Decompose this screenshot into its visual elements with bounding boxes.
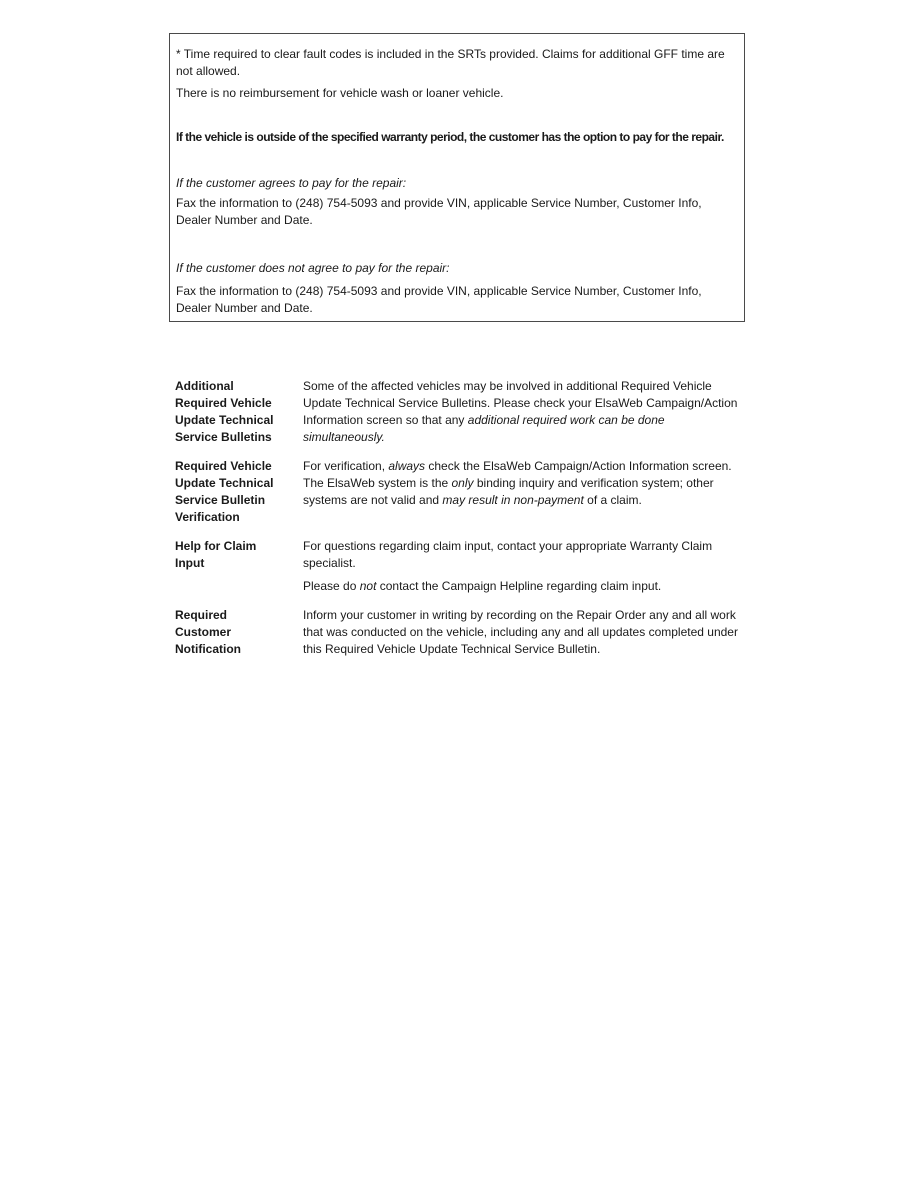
info-table xyxy=(175,378,741,670)
notice-paragraph-reimbursement: There is no reimbursement for vehicle wash or loaner vehicle. xyxy=(176,86,504,100)
body-paragraph: Some of the affected vehicles may be involved in additional Required Vehicle Update Technical Service Bulletins. Please check your ElsaWeb Campaign/Action Information screen so that any additional required work can be done simultaneously. xyxy=(303,379,738,444)
body-paragraph: Inform your customer in writing by recording on the Repair Order any and all work that was conducted on the vehicle, including any and all updates completed under this Required Vehicle Update Technical Service Bulletin. xyxy=(303,608,738,656)
row-label-customer-notification: Required Customer Notification xyxy=(175,608,241,656)
warranty-notice-box xyxy=(169,33,745,322)
notice-paragraph-fax-not-agree: Fax the information to (248) 754-5093 and provide VIN, applicable Service Number, Customer Info, Dealer Number and Date. xyxy=(176,284,702,315)
notice-paragraph-fax-agrees: Fax the information to (248) 754-5093 and provide VIN, applicable Service Number, Customer Info, Dealer Number and Date. xyxy=(176,196,702,227)
row-body-bulletin-verification xyxy=(303,458,741,526)
notice-paragraph-srt: * Time required to clear fault codes is included in the SRTs provided. Claims for additional GFF time are not allowed. xyxy=(176,47,725,78)
info-row-additional-bulletins xyxy=(175,378,741,446)
row-body-customer-notification xyxy=(303,607,741,658)
body-paragraph: Please do not contact the Campaign Helpline regarding claim input. xyxy=(303,579,662,593)
row-label-additional-bulletins: Additional Required Vehicle Update Technical Service Bulletins xyxy=(175,379,274,444)
info-row-help-claim-input xyxy=(175,538,741,595)
row-label-bulletin-verification: Required Vehicle Update Technical Service Bulletin Verification xyxy=(175,459,274,524)
body-paragraph: For questions regarding claim input, contact your appropriate Warranty Claim specialist. xyxy=(303,539,713,570)
row-body-additional-bulletins xyxy=(303,378,741,446)
notice-paragraph-customer-not-agree: If the customer does not agree to pay for the repair: xyxy=(176,261,450,275)
info-row-bulletin-verification xyxy=(175,458,741,526)
row-label-help-claim-input: Help for Claim Input xyxy=(175,539,257,570)
body-paragraph: For verification, always check the ElsaWeb Campaign/Action Information screen. The ElsaWeb system is the only binding inquiry and verification system; other systems are not valid and may result in non-payment of a claim. xyxy=(303,459,732,507)
info-row-customer-notification xyxy=(175,607,741,658)
notice-paragraph-warranty-option: If the vehicle is outside of the specified warranty period, the customer has the option to pay for the repair. xyxy=(176,130,724,144)
row-body-help-claim-input xyxy=(303,538,741,595)
notice-paragraph-customer-agrees: If the customer agrees to pay for the repair: xyxy=(176,176,407,190)
